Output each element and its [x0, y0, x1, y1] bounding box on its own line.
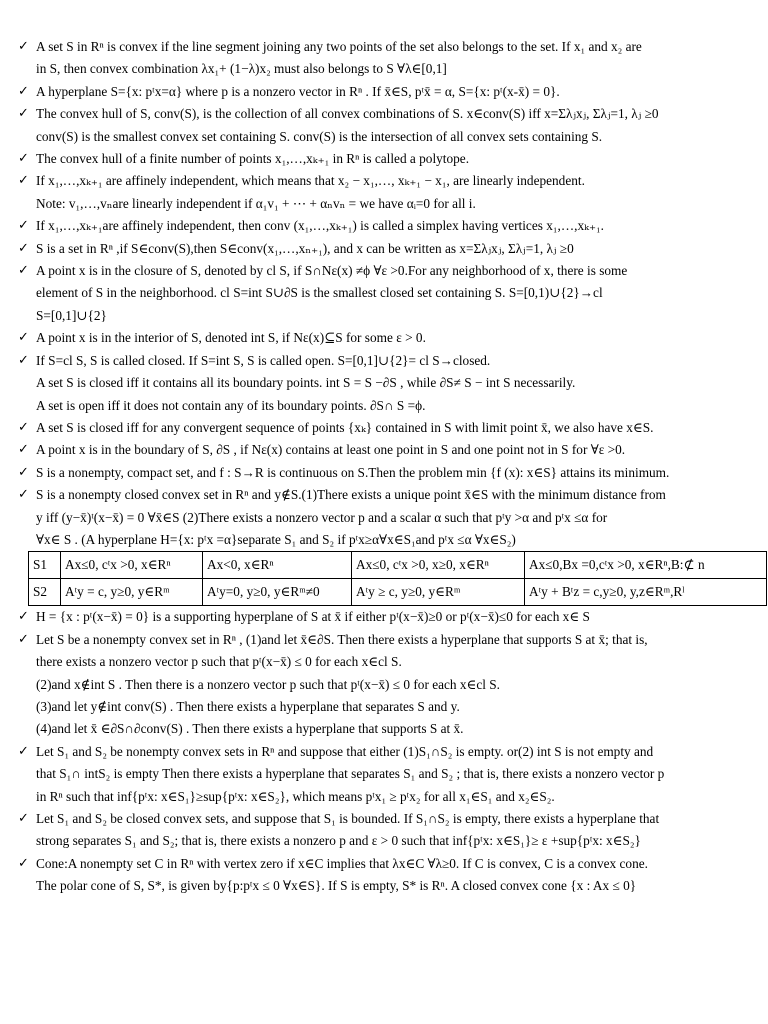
- checkmark-icon: ✓: [18, 151, 29, 167]
- checkmark-icon: ✓: [18, 173, 29, 189]
- table-cell: Aᵗy + Bᵗz = c,y≥0, y,z∈Rᵐ,Rˡ: [525, 579, 767, 606]
- item-line: Cone:A nonempty set C in Rⁿ with vertex zero if x∈C implies that λx∈C ∀λ≥0. If C is convex, C is a convex cone.: [36, 855, 648, 871]
- checkmark-icon: ✓: [18, 352, 29, 368]
- item-line: y iff (y−x̄)ᵗ(x−x̄) = 0 ∀x̄∈S (2)There exists a nonzero vector p and a scalar α such that pᵗy >α and pᵗx ≤α for: [36, 509, 608, 525]
- item-line: (3)and let y∉int conv(S) . Then there exists a hyperplane that separates S and y.: [36, 698, 460, 714]
- table-cell: Ax≤0,Bx =0,cᵗx >0, x∈Rⁿ,B:⊄ n: [525, 552, 767, 579]
- list-item: [18, 629, 754, 741]
- table-row: [29, 552, 767, 579]
- checkmark-icon: ✓: [18, 487, 29, 503]
- item-line: S=[0,1]∪{2}: [36, 307, 107, 323]
- checkmark-icon: ✓: [18, 631, 29, 647]
- item-line: S is a set in Rⁿ ,if S∈conv(S),then S∈conv(x₁,…,xₙ₊₁), and x can be written as x=Σλⱼxⱼ, Σλⱼ=1, λⱼ ≥0: [36, 240, 574, 256]
- table-cell: Ax<0, x∈Rⁿ: [203, 552, 352, 579]
- checkmark-icon: ✓: [18, 743, 29, 759]
- list-item: [18, 238, 754, 260]
- list-item: [18, 36, 754, 81]
- checkmark-icon: ✓: [18, 419, 29, 435]
- table-cell: Aᵗy = c, y≥0, y∈Rᵐ: [61, 579, 203, 606]
- item-line: A point x is in the interior of S, denoted int S, if Nε(x)⊆S for some ε > 0.: [36, 330, 426, 346]
- item-line: A set is open iff it does not contain any of its boundary points. ∂S∩ S =ϕ.: [36, 397, 426, 413]
- list-item: [18, 148, 754, 170]
- item-line: Note: v₁,…,vₙare linearly independent if α₁v₁ + ⋯ + αₙvₙ = we have αᵢ=0 for all i.: [36, 195, 476, 211]
- table-cell: S2: [29, 579, 61, 606]
- list-item: [18, 741, 754, 808]
- list-item: [18, 103, 754, 148]
- table-cell: Aᵗy=0, y≥0, y∈Rᵐ≠0: [203, 579, 352, 606]
- item-line: A hyperplane S={x: pᵗx=α} where p is a nonzero vector in Rⁿ . If x̄∈S, pᵗx̄ = α, S={x: pᵗ(x-x̄) = 0}.: [36, 83, 560, 99]
- list-item: [18, 417, 754, 439]
- item-line: that S₁∩ intS₂ is empty Then there exists a hyperplane that separates S₁ and S₂ ; that is, there exists a nonzero vector p: [36, 766, 665, 782]
- list-item: [18, 853, 754, 898]
- item-line: The convex hull of a finite number of points x₁,…,xₖ₊₁ in Rⁿ is called a polytope.: [36, 151, 470, 167]
- item-line: A set S is closed iff for any convergent sequence of points {xₖ} contained in S with limit point x̄, we also have x∈S.: [36, 419, 654, 435]
- item-line: A set S is closed iff it contains all its boundary points. int S = S −∂S , while ∂S≠ S − int S necessarily.: [36, 375, 576, 391]
- list-item: [18, 350, 754, 417]
- list-item: [18, 170, 754, 215]
- table-cell: Ax≤0, cᵗx >0, x≥0, x∈Rⁿ: [352, 552, 525, 579]
- list-item: [18, 462, 754, 484]
- list-item: [18, 215, 754, 237]
- item-line: A point x is in the closure of S, denoted by cl S, if S∩Nε(x) ≠ϕ ∀ε >0.For any neighborhood of x, there is some: [36, 263, 628, 279]
- theorem-table: [28, 551, 767, 606]
- item-line: H = {x : pᵗ(x−x̄) = 0} is a supporting hyperplane of S at x̄ if either pᵗ(x−x̄)≥0 or pᵗ(x−x̄)≤0 for each x∈ S: [36, 609, 590, 625]
- item-line: If x₁,…,xₖ₊₁ are affinely independent, which means that x₂ − x₁,…, xₖ₊₁ − x₁, are linearly independent.: [36, 173, 585, 189]
- list-item: [18, 81, 754, 103]
- checkmark-icon: ✓: [18, 330, 29, 346]
- checkmark-icon: ✓: [18, 464, 29, 480]
- item-line: S is a nonempty, compact set, and f : S→R is continuous on S.Then the problem min {f (x): x∈S} attains its minimum.: [36, 464, 670, 480]
- checkmark-icon: ✓: [18, 609, 29, 625]
- item-line: (2)and x∉int S . Then there is a nonzero vector p such that pᵗ(x−x̄) ≤ 0 for each x∈cl S.: [36, 676, 501, 692]
- checkmark-icon: ✓: [18, 442, 29, 458]
- checkmark-icon: ✓: [18, 106, 29, 122]
- table-cell: Ax≤0, cᵗx >0, x∈Rⁿ: [61, 552, 203, 579]
- notes-list: [18, 36, 754, 898]
- list-item: [18, 808, 754, 853]
- item-line: in Rⁿ such that inf{pᵗx: x∈S₁}≥sup{pᵗx: x∈S₂}, which means pᵗx₁ ≥ pᵗx₂ for all x₁∈S₁ and x₂∈S₂.: [36, 788, 555, 804]
- item-line: S is a nonempty closed convex set in Rⁿ and y∉S.(1)There exists a unique point x̄∈S with the minimum distance from: [36, 487, 666, 503]
- table-cell: S1: [29, 552, 61, 579]
- item-line: If x₁,…,xₖ₊₁are affinely independent, then conv (x₁,…,xₖ₊₁) is called a simplex having vertices x₁,…,xₖ₊₁.: [36, 218, 604, 234]
- list-item: [18, 606, 754, 628]
- list-item: [18, 260, 754, 327]
- table-row: [29, 579, 767, 606]
- checkmark-icon: ✓: [18, 811, 29, 826]
- item-line: The convex hull of S, conv(S), is the collection of all convex combinations of S. x∈conv(S) iff x=Σλⱼxⱼ, Σλⱼ=1, λⱼ ≥0: [36, 106, 659, 122]
- checkmark-icon: ✓: [18, 855, 29, 871]
- checkmark-icon: ✓: [18, 240, 29, 256]
- table-cell: Aᵗy ≥ c, y≥0, y∈Rᵐ: [352, 579, 525, 606]
- item-line: conv(S) is the smallest convex set containing S. conv(S) is the intersection of all convex sets containing S.: [36, 128, 603, 144]
- item-line: element of S in the neighborhood. cl S=int S∪∂S is the smallest closed set containing S. S=[0,1)∪{2}→cl: [36, 285, 603, 301]
- checkmark-icon: ✓: [18, 263, 29, 279]
- item-line: (4)and let x̄ ∈∂S∩∂conv(S) . Then there exists a hyperplane that supports S at x̄.: [36, 721, 464, 737]
- item-line: A point x is in the boundary of S, ∂S , if Nε(x) contains at least one point in S and one point not in S for ∀ε >0.: [36, 442, 626, 458]
- item-line: Let S₁ and S₂ be nonempty convex sets in Rⁿ and suppose that either (1)S₁∩S₂ is empty. or(2) int S is not empty and: [36, 743, 654, 759]
- checkmark-icon: ✓: [18, 39, 29, 54]
- list-item: [18, 484, 754, 551]
- item-line: strong separates S₁ and S₂; that is, there exists a nonzero p and ε > 0 such that inf{pᵗx: x∈S₁}≥ ε +sup{pᵗx: x∈S₂}: [36, 833, 641, 849]
- list-item: [18, 439, 754, 461]
- item-line: in S, then convex combination λx₁+ (1−λ)x₂ must also belongs to S ∀λ∈[0,1]: [36, 61, 447, 77]
- checkmark-icon: ✓: [18, 218, 29, 234]
- item-line: The polar cone of S, S*, is given by{p:pᵗx ≤ 0 ∀x∈S}. If S is empty, S* is Rⁿ. A closed convex cone {x : Ax ≤ 0}: [36, 878, 637, 894]
- item-line: ∀x∈ S . (A hyperplane H={x: pᵗx =α}separate S₁ and S₂ if pᵗx≥α∀x∈S₁and pᵗx ≤α ∀x∈S₂): [36, 531, 516, 547]
- item-line: there exists a nonzero vector p such that pᵗ(x−x̄) ≤ 0 for each x∈cl S.: [36, 654, 402, 670]
- checkmark-icon: ✓: [18, 83, 29, 99]
- item-line: If S=cl S, S is called closed. If S=int S, S is called open. S=[0,1]∪{2}= cl S→closed.: [36, 352, 491, 368]
- item-line: Let S₁ and S₂ be closed convex sets, and suppose that S₁ is bounded. If S₁∩S₂ is empty, there exists a hyperplane that: [36, 811, 660, 826]
- item-line: A set S in Rⁿ is convex if the line segment joining any two points of the set also belongs to the set. If x₁ and x₂ are: [36, 39, 642, 54]
- list-item: [18, 327, 754, 349]
- item-line: Let S be a nonempty convex set in Rⁿ , (1)and let x̄∈∂S. Then there exists a hyperplane that supports S at x̄; that is,: [36, 631, 648, 647]
